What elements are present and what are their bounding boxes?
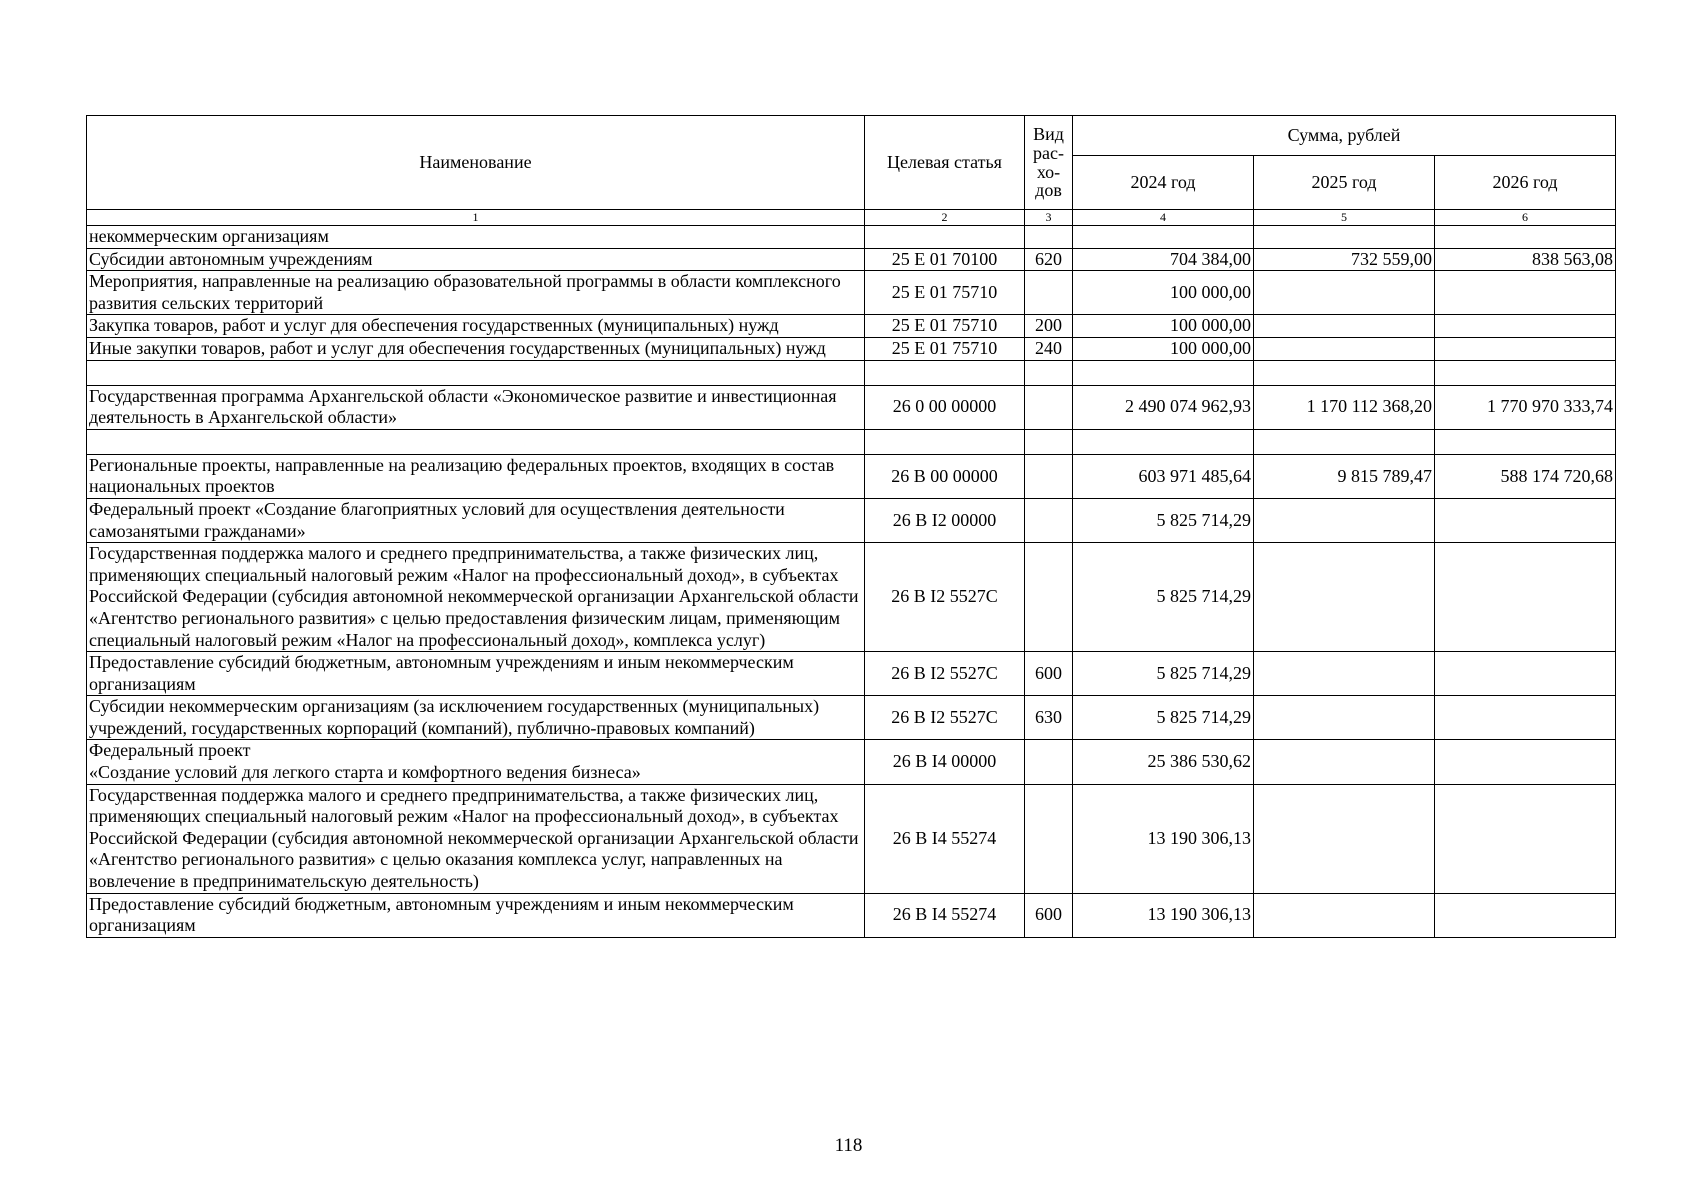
row-kind: 630 (1025, 696, 1073, 740)
row-sum-2025 (1254, 360, 1435, 385)
row-name: Государственная поддержка малого и среднего предпринимательства, а также физических лиц, применяющих специальный налоговый режим «Налог на профессиональный доход», в субъектах Российской Федерации (субсидия автономной некоммерческой организации Архангельской области «Агентство регионального развития» с целью предоставления физическим лицам, применяющим специальный налоговый режим «Налог на профессиональный доход», комплекса услуг) (87, 543, 865, 652)
row-sum-2026 (1435, 226, 1616, 249)
row-name: Федеральный проект «Создание благоприятных условий для осуществления деятельности самозанятыми гражданами» (87, 498, 865, 542)
row-sum-2024: 13 190 306,13 (1073, 784, 1254, 893)
row-sum-2024: 100 000,00 (1073, 315, 1254, 338)
row-code: 26 0 00 00000 (865, 385, 1025, 429)
table-body (87, 226, 1616, 938)
header-kind-line: хо- (1036, 161, 1061, 182)
row-sum-2024: 100 000,00 (1073, 337, 1254, 360)
table-row (87, 248, 1616, 271)
row-code: 26 В I2 5527С (865, 696, 1025, 740)
row-sum-2024 (1073, 360, 1254, 385)
row-sum-2024: 704 384,00 (1073, 248, 1254, 271)
table-row (87, 696, 1616, 740)
header-year-2025: 2025 год (1254, 156, 1435, 210)
row-kind: 620 (1025, 248, 1073, 271)
row-sum-2024: 13 190 306,13 (1073, 893, 1254, 937)
row-sum-2024: 25 386 530,62 (1073, 740, 1254, 784)
row-sum-2024: 5 825 714,29 (1073, 498, 1254, 542)
row-kind: 200 (1025, 315, 1073, 338)
row-kind (1025, 226, 1073, 249)
column-number: 2 (865, 210, 1025, 226)
row-name: Федеральный проект «Создание условий для легкого старта и комфортного ведения бизнеса» (87, 740, 865, 784)
row-sum-2025 (1254, 740, 1435, 784)
table-row (87, 226, 1616, 249)
column-number: 4 (1073, 210, 1254, 226)
row-sum-2025: 732 559,00 (1254, 248, 1435, 271)
row-name: Государственная поддержка малого и среднего предпринимательства, а также физических лиц, применяющих специальный налоговый режим «Налог на профессиональный доход», в субъектах Российской Федерации (субсидия автономной некоммерческой организации Архангельской области «Агентство регионального развития» с целью оказания комплекса услуг, направленных на вовлечение в предпринимательскую деятельность) (87, 784, 865, 893)
row-code (865, 226, 1025, 249)
row-sum-2026: 588 174 720,68 (1435, 454, 1616, 498)
row-sum-2025 (1254, 429, 1435, 454)
row-code: 25 Е 01 75710 (865, 315, 1025, 338)
row-name: Предоставление субсидий бюджетным, автономным учреждениям и иным некоммерческим организациям (87, 652, 865, 696)
table-row (87, 271, 1616, 315)
column-number: 5 (1254, 210, 1435, 226)
column-number: 1 (87, 210, 865, 226)
row-kind (1025, 429, 1073, 454)
row-sum-2025 (1254, 271, 1435, 315)
row-name: Государственная программа Архангельской области «Экономическое развитие и инвестиционная деятельность в Архангельской области» (87, 385, 865, 429)
row-sum-2025 (1254, 543, 1435, 652)
row-sum-2026 (1435, 652, 1616, 696)
row-sum-2024: 100 000,00 (1073, 271, 1254, 315)
row-name (87, 429, 865, 454)
row-code: 26 В 00 00000 (865, 454, 1025, 498)
row-kind (1025, 454, 1073, 498)
row-sum-2026 (1435, 315, 1616, 338)
row-sum-2025 (1254, 652, 1435, 696)
row-sum-2026 (1435, 498, 1616, 542)
row-sum-2024 (1073, 226, 1254, 249)
row-kind: 240 (1025, 337, 1073, 360)
row-kind (1025, 498, 1073, 542)
row-sum-2026 (1435, 696, 1616, 740)
row-sum-2026 (1435, 784, 1616, 893)
header-kind-line: Вид (1033, 123, 1064, 144)
table-row (87, 652, 1616, 696)
column-number: 3 (1025, 210, 1073, 226)
row-sum-2025 (1254, 893, 1435, 937)
row-name: Иные закупки товаров, работ и услуг для обеспечения государственных (муниципальных) нужд (87, 337, 865, 360)
row-sum-2024: 5 825 714,29 (1073, 543, 1254, 652)
table-row (87, 740, 1616, 784)
row-name: Региональные проекты, направленные на реализацию федеральных проектов, входящих в состав национальных проектов (87, 454, 865, 498)
header-year-2026: 2026 год (1435, 156, 1616, 210)
table-row (87, 315, 1616, 338)
row-code: 26 В I2 00000 (865, 498, 1025, 542)
row-code: 26 В I4 55274 (865, 893, 1025, 937)
row-name: некоммерческим организациям (87, 226, 865, 249)
row-sum-2024: 2 490 074 962,93 (1073, 385, 1254, 429)
row-sum-2025 (1254, 696, 1435, 740)
column-number: 6 (1435, 210, 1616, 226)
row-code: 25 Е 01 70100 (865, 248, 1025, 271)
row-sum-2024: 603 971 485,64 (1073, 454, 1254, 498)
row-sum-2024: 5 825 714,29 (1073, 652, 1254, 696)
header-code: Целевая статья (865, 116, 1025, 210)
row-name: Предоставление субсидий бюджетным, автономным учреждениям и иным некоммерческим организациям (87, 893, 865, 937)
row-sum-2025 (1254, 226, 1435, 249)
row-name: Субсидии автономным учреждениям (87, 248, 865, 271)
row-name: Субсидии некоммерческим организациям (за исключением государственных (муниципальных) учреждений, государственных корпораций (компаний), публично-правовых компаний) (87, 696, 865, 740)
row-sum-2024 (1073, 429, 1254, 454)
table-row (87, 893, 1616, 937)
header-kind (1025, 116, 1073, 210)
row-kind (1025, 784, 1073, 893)
row-name: Закупка товаров, работ и услуг для обеспечения государственных (муниципальных) нужд (87, 315, 865, 338)
header-year-2024: 2024 год (1073, 156, 1254, 210)
row-code: 26 В I4 55274 (865, 784, 1025, 893)
row-kind (1025, 543, 1073, 652)
row-name: Мероприятия, направленные на реализацию образовательной программы в области комплексного развития сельских территорий (87, 271, 865, 315)
table-header (87, 116, 1616, 226)
row-sum-2025 (1254, 315, 1435, 338)
row-sum-2025 (1254, 337, 1435, 360)
row-sum-2026 (1435, 337, 1616, 360)
row-code: 26 В I4 00000 (865, 740, 1025, 784)
row-sum-2024: 5 825 714,29 (1073, 696, 1254, 740)
table-row (87, 498, 1616, 542)
header-kind-line: дов (1035, 180, 1062, 201)
row-sum-2026 (1435, 740, 1616, 784)
header-name: Наименование (87, 116, 865, 210)
row-code: 26 В I2 5527С (865, 543, 1025, 652)
row-kind (1025, 385, 1073, 429)
row-kind (1025, 360, 1073, 385)
table-row (87, 385, 1616, 429)
table-row (87, 543, 1616, 652)
row-name (87, 360, 865, 385)
row-kind (1025, 740, 1073, 784)
page-number: 118 (834, 1135, 863, 1156)
row-sum-2026: 838 563,08 (1435, 248, 1616, 271)
row-sum-2026 (1435, 429, 1616, 454)
row-code (865, 429, 1025, 454)
row-kind: 600 (1025, 893, 1073, 937)
table-row (87, 784, 1616, 893)
row-sum-2025: 9 815 789,47 (1254, 454, 1435, 498)
row-sum-2025 (1254, 498, 1435, 542)
header-sum-group: Сумма, рублей (1073, 116, 1616, 156)
table-row (87, 360, 1616, 385)
row-code: 26 В I2 5527С (865, 652, 1025, 696)
row-sum-2026 (1435, 360, 1616, 385)
row-sum-2026 (1435, 271, 1616, 315)
table-row (87, 337, 1616, 360)
row-code (865, 360, 1025, 385)
row-kind (1025, 271, 1073, 315)
row-code: 25 Е 01 75710 (865, 337, 1025, 360)
header-kind-line: рас- (1033, 142, 1064, 163)
row-sum-2026: 1 770 970 333,74 (1435, 385, 1616, 429)
row-sum-2025 (1254, 784, 1435, 893)
row-code: 25 Е 01 75710 (865, 271, 1025, 315)
table-row (87, 454, 1616, 498)
table-row (87, 429, 1616, 454)
row-kind: 600 (1025, 652, 1073, 696)
budget-table (86, 115, 1616, 938)
row-sum-2026 (1435, 543, 1616, 652)
row-sum-2026 (1435, 893, 1616, 937)
row-sum-2025: 1 170 112 368,20 (1254, 385, 1435, 429)
